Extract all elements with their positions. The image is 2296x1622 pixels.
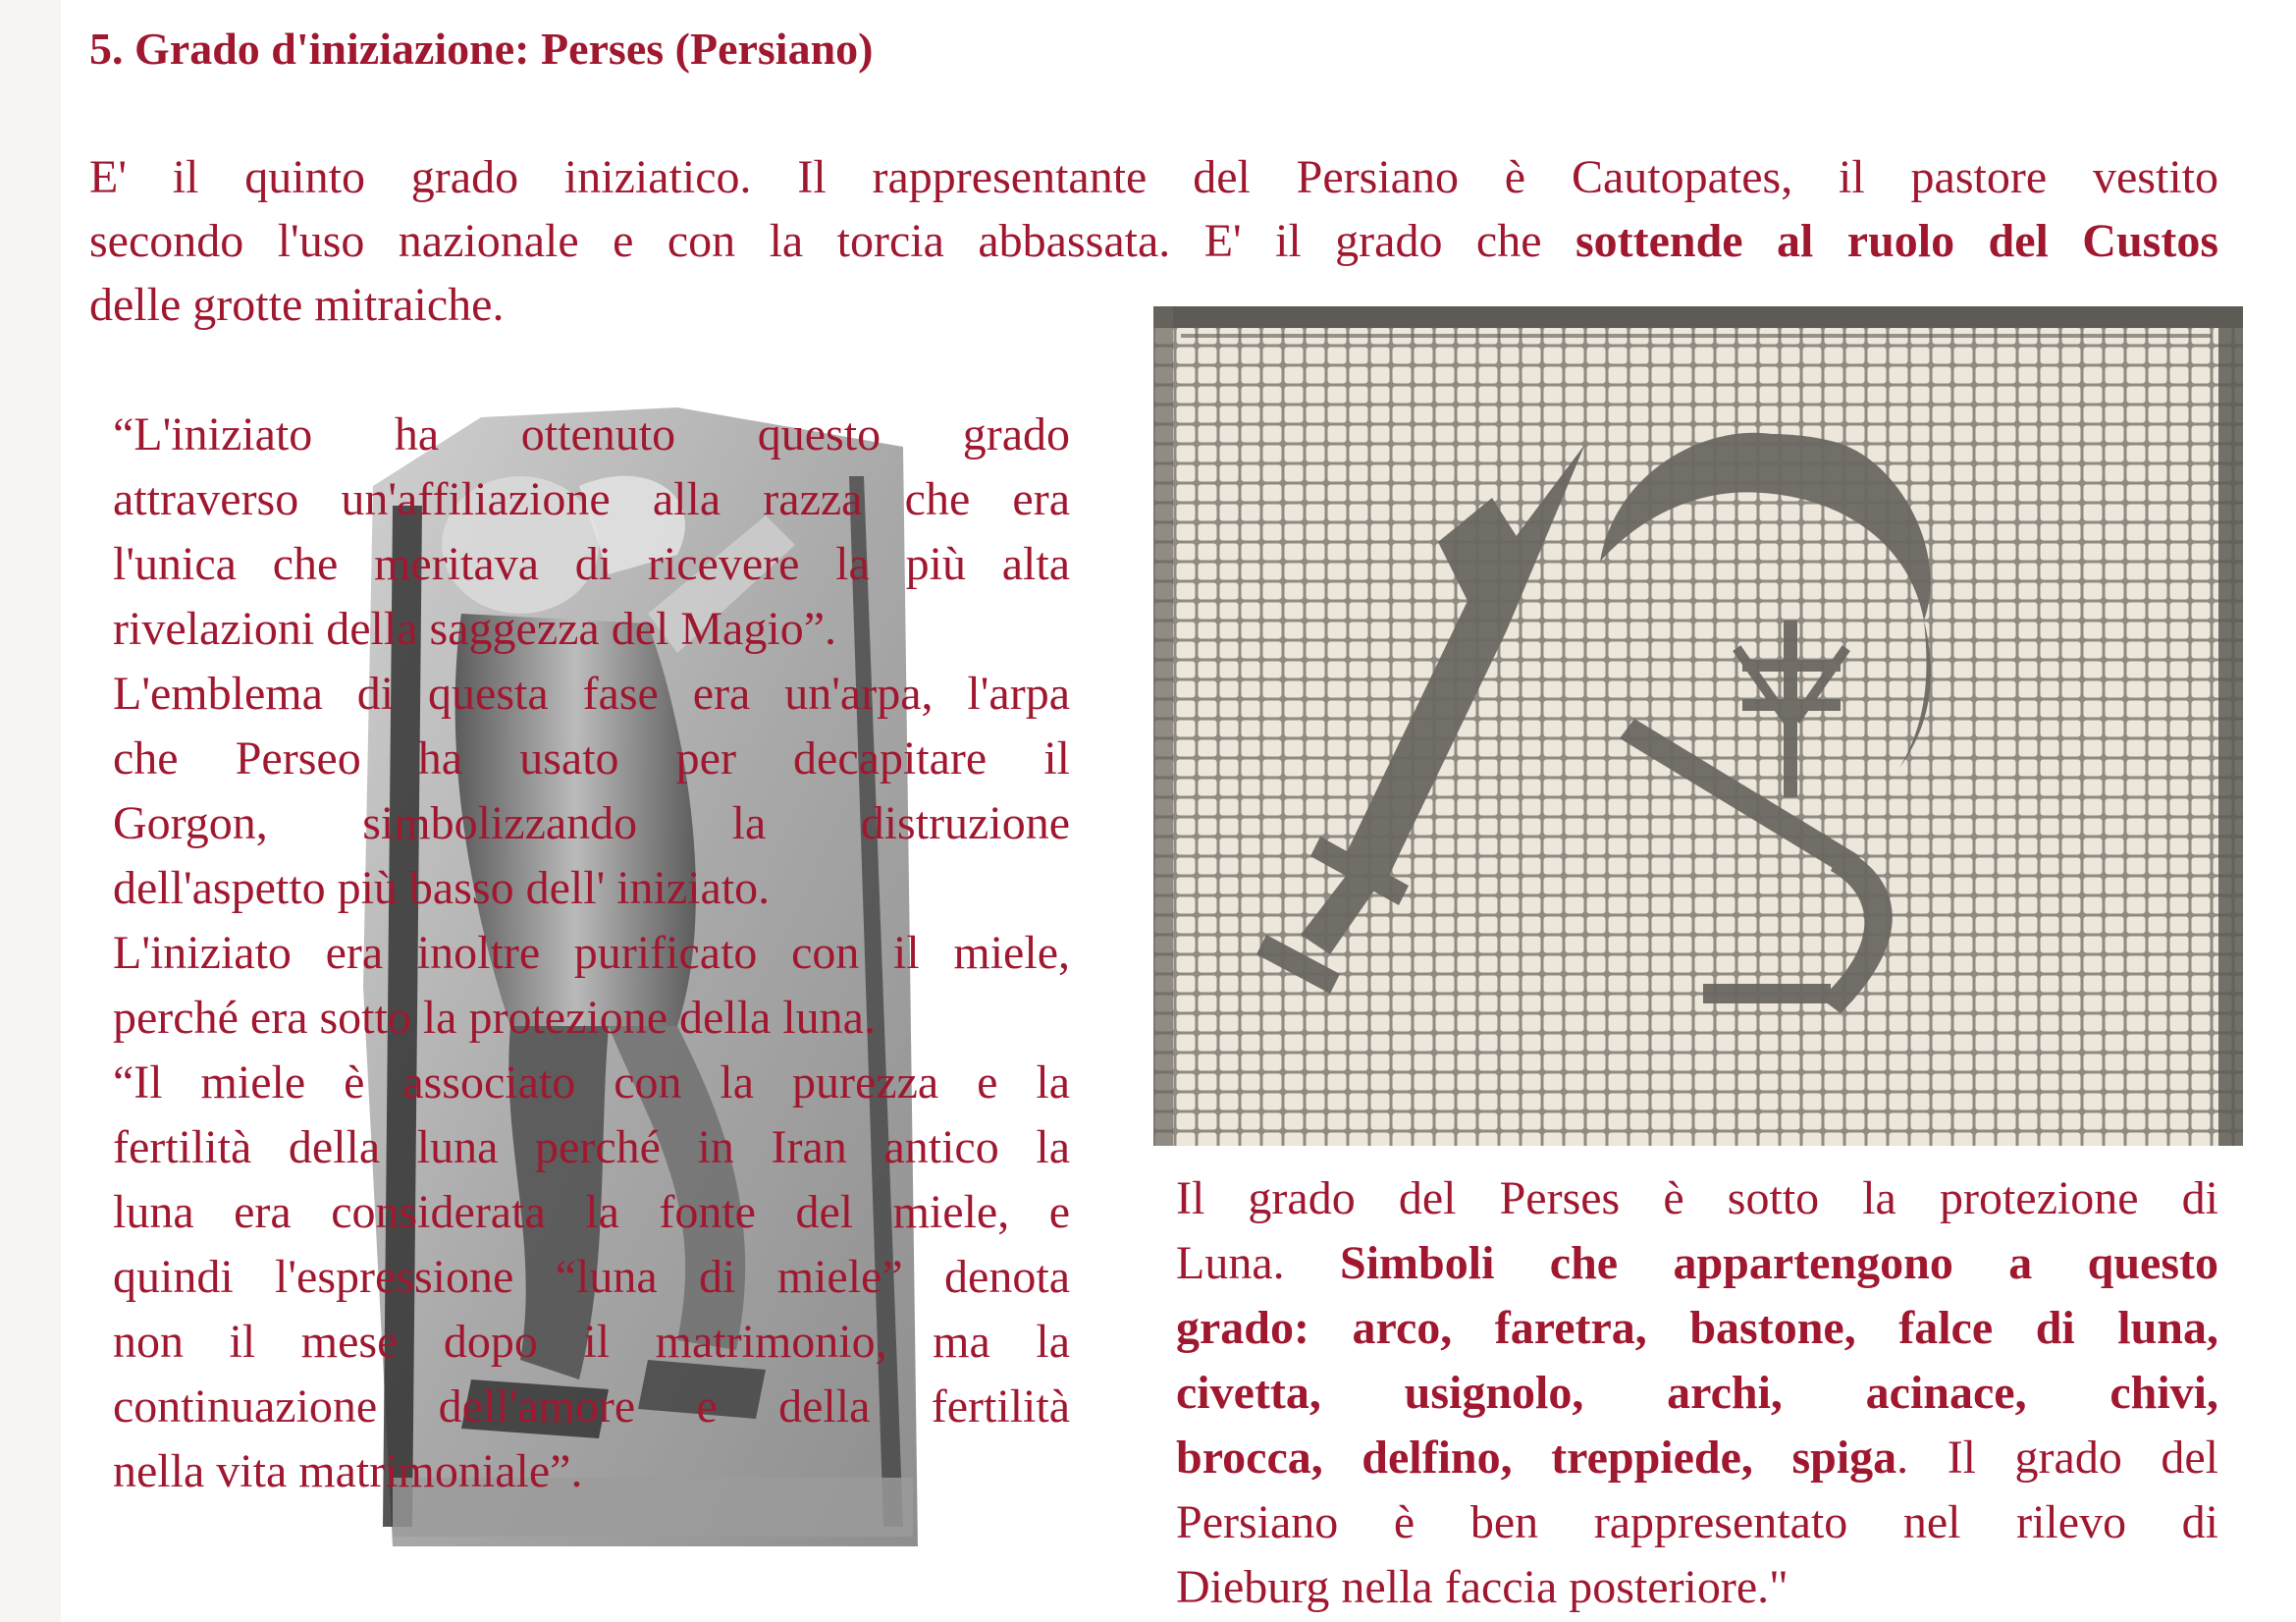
caption-line-5 [1176, 1426, 2218, 1490]
quote-line: non il mese dopo il matrimonio, ma la [113, 1316, 1070, 1368]
intro-line-1: E' il quinto grado iniziatico. Il rappresentante del Persiano è Cautopates, il pastore vestito [89, 151, 2218, 203]
caption-line-2-text: Luna. [1176, 1237, 1341, 1289]
intro-line-2-text: secondo l'uso nazionale e con la torcia abbassata. E' il grado che [89, 215, 1575, 267]
caption-line-5-text: . Il grado del [1896, 1432, 2218, 1484]
caption-line-4 [1176, 1361, 2218, 1426]
caption-line-3-bold: grado: arco, faretra, bastone, falce di luna, [1176, 1302, 2218, 1354]
intro-line-3: delle grotte mitraiche. [89, 279, 505, 331]
quote-line: luna era considerata la fonte del miele, e [113, 1186, 1070, 1238]
quote-line: L'iniziato era inoltre purificato con il miele, [113, 927, 1070, 979]
mosaic-caption [1176, 1166, 2218, 1620]
quote-line: “Il miele è associato con la purezza e la [113, 1056, 1070, 1108]
section-heading: 5. Grado d'iniziazione: Perses (Persiano) [89, 24, 874, 74]
caption-line-1: Il grado del Perses è sotto la protezione di [1176, 1172, 2218, 1224]
quote-line: L'emblema di questa fase era un'arpa, l'arpa [113, 668, 1070, 720]
quote-line: fertilità della luna perché in Iran antico la [113, 1121, 1070, 1173]
caption-line-2-bold: Simboli che appartengono a questo [1340, 1237, 2218, 1289]
intro-line-2 [89, 209, 2218, 273]
quote-line: quindi l'espressione “luna di miele” denota [113, 1251, 1070, 1303]
caption-line-5-bold: brocca, delfino, treppiede, spiga [1176, 1432, 1897, 1484]
quote-line: l'unica che meritava di ricevere la più alta [113, 538, 1070, 590]
quote-line: nella vita matrimoniale”. [113, 1445, 583, 1497]
caption-line-3 [1176, 1296, 2218, 1361]
quote-paragraph [113, 403, 1070, 1504]
caption-line-6: Persiano è ben rappresentato nel rilevo di [1176, 1496, 2218, 1548]
mosaic-image [1153, 306, 2243, 1146]
caption-line-7: Dieburg nella faccia posteriore." [1176, 1561, 1789, 1613]
caption-line-2 [1176, 1231, 2218, 1296]
quote-line: attraverso un'affiliazione alla razza che era [113, 473, 1070, 525]
quote-line: rivelazioni della saggezza del Magio”. [113, 603, 836, 655]
quote-line: perché era sotto la protezione della luna. [113, 992, 876, 1044]
quote-line: dell'aspetto più basso dell' iniziato. [113, 862, 771, 914]
quote-line: che Perseo ha usato per decapitare il [113, 732, 1070, 784]
intro-line-2-bold: sottende al ruolo del Custos [1575, 215, 2219, 267]
quote-line: “L'iniziato ha ottenuto questo grado [113, 408, 1070, 460]
caption-line-4-bold: civetta, usignolo, archi, acinace, chivi, [1176, 1367, 2218, 1419]
quote-line: continuazione dell'amore e della fertilità [113, 1380, 1070, 1433]
quote-line: Gorgon, simbolizzando la distruzione [113, 797, 1070, 849]
